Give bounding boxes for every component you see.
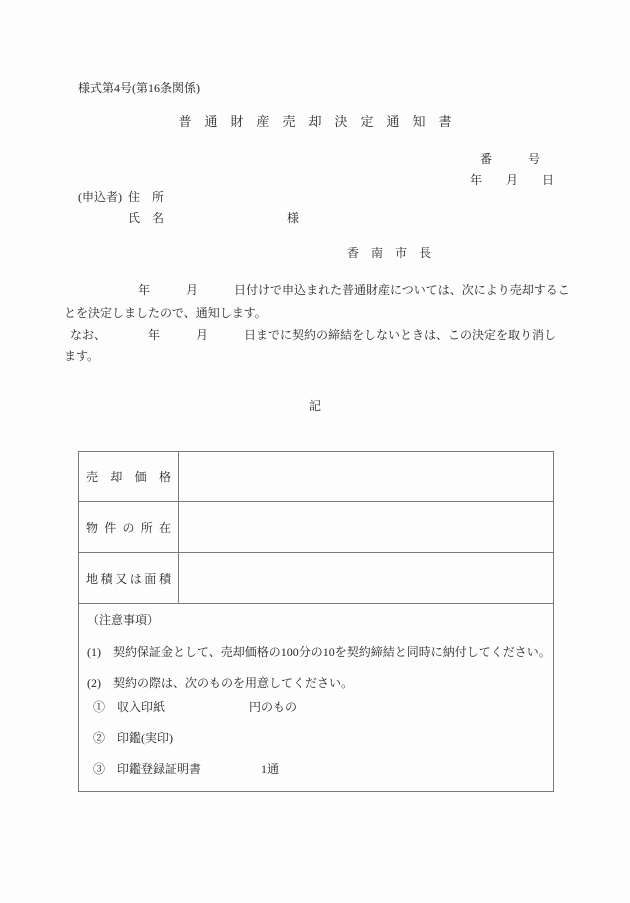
row-value-land-area <box>179 553 553 603</box>
honorific-label: 様 <box>287 211 300 225</box>
sale-details-table <box>78 451 554 792</box>
body-paragraph-line2: とを決定しましたので、通知します。 <box>64 306 267 320</box>
notes-section <box>79 604 553 791</box>
body-paragraph-line4: ます。 <box>64 349 100 363</box>
row-value-property-location <box>179 502 553 552</box>
doc-number-line: 番 号 <box>480 152 541 166</box>
note-subitem-3: ③ 印鑑登録証明書 1通 <box>93 762 280 776</box>
address-label: 住 所 <box>128 190 165 204</box>
row-value-sale-price <box>179 452 553 501</box>
applicant-prefix: (申込者) <box>78 190 122 204</box>
row-label-property-location: 物件の所在 <box>79 502 179 552</box>
note-subitem-1: ① 収入印紙 円のもの <box>93 700 298 714</box>
row-label-sale-price: 売却価格 <box>79 452 179 501</box>
note-item-2: (2) 契約の際は、次のものを用意してください。 <box>87 676 353 690</box>
table-row-land-area <box>79 553 553 604</box>
name-label: 氏 名 <box>128 211 165 225</box>
body-paragraph-line1: 年 月 日付けで申込まれた普通財産については、次により売却するこ <box>138 283 570 297</box>
document-title: 普 通 財 産 売 却 決 定 通 知 書 <box>178 114 452 129</box>
date-line: 年 月 日 <box>470 173 555 187</box>
notes-heading: （注意事項） <box>87 613 160 627</box>
note-item-1: (1) 契約保証金として、売却価格の100分の10を契約締結と同時に納付してください。 <box>87 645 551 659</box>
body-paragraph-line3: なお、 年 月 日までに契約の締結をしないときは、この決定を取り消し <box>70 328 557 342</box>
record-marker: 記 <box>308 399 321 413</box>
row-label-land-area: 地積又は面積 <box>79 553 179 603</box>
sender-name: 香 南 市 長 <box>347 246 432 260</box>
table-row-property-location <box>79 502 553 553</box>
note-subitem-2: ② 印鑑(実印) <box>93 731 173 745</box>
form-number: 様式第4号(第16条関係) <box>78 81 200 95</box>
table-row-sale-price <box>79 452 553 502</box>
